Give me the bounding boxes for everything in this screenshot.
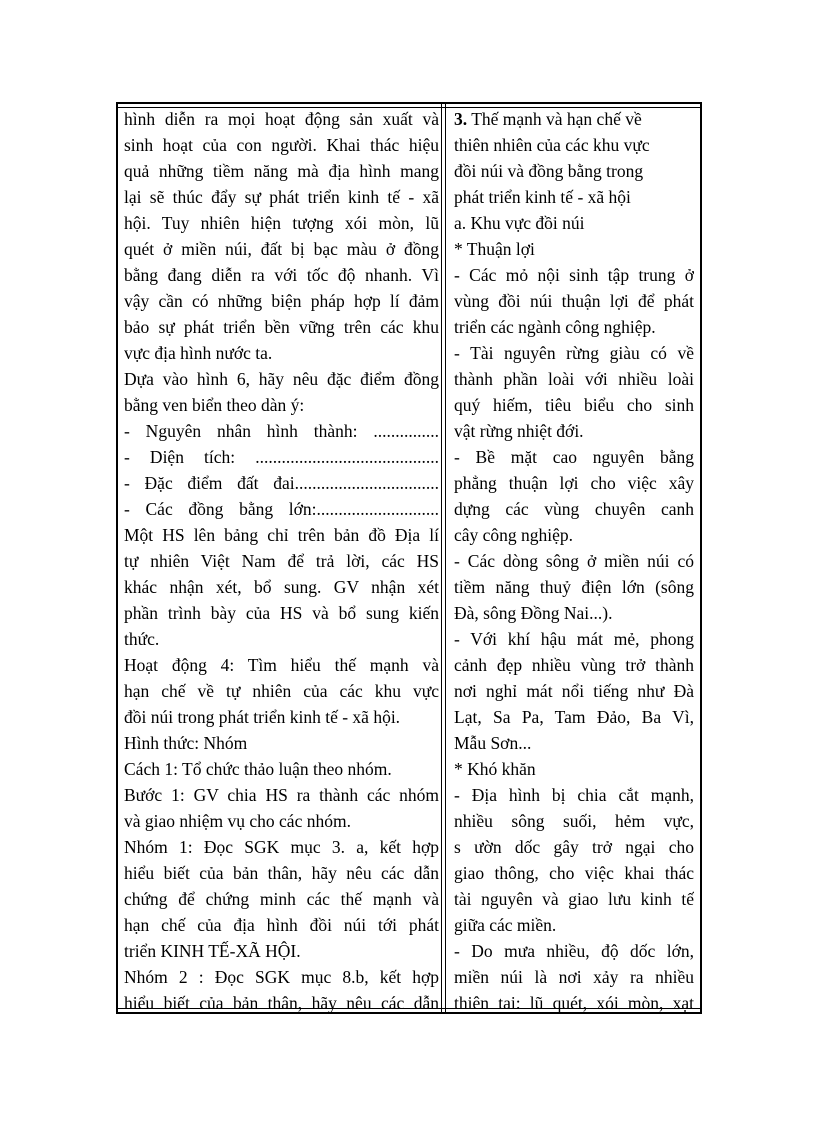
left-text-line-3: quả những tiềm năng mà địa hình mang xyxy=(124,161,439,181)
left-text-line-8: vậy cần có những biện pháp hợp lí đảm xyxy=(124,291,439,311)
left-text-line-19: khác nhận xét, bổ sung. GV nhận xét xyxy=(124,577,439,597)
section-heading-text: Thế mạnh và hạn chế về xyxy=(471,109,642,129)
lesson-table xyxy=(116,102,702,1014)
left-text-line-35: hiểu biết của bản thân, hãy nêu các dẫn xyxy=(124,993,439,1012)
right-text-line-4: vùng đồi núi thuận lợi để phát xyxy=(454,291,694,311)
right-text-line-21: Mẫu Sơn... xyxy=(454,733,532,753)
left-text-line-32: hạn chế của địa hình đồi núi tới phát xyxy=(124,915,439,935)
right-text-line-30: miền núi là nơi xảy ra nhiều xyxy=(454,967,694,987)
right-text-line-24: nhiều sông suối, hẻm vực, xyxy=(454,811,694,831)
section-heading-line-2: thiên nhiên của các khu vực xyxy=(454,135,650,155)
right-text-line-14: - Các dòng sông ở miền núi có xyxy=(454,551,694,571)
left-text-line-20: phần trình bày của HS và bổ sung kiến xyxy=(124,603,439,623)
left-text-line-22: Hoạt động 4: Tìm hiểu thế mạnh và xyxy=(124,655,439,675)
right-text-line-31: thiên tai: lũ quét, xói mòn, xạt xyxy=(454,993,694,1012)
right-text-line-10: - Bề mặt cao nguyên bằng xyxy=(454,447,694,467)
left-text-line-25: Hình thức: Nhóm xyxy=(124,733,248,753)
left-text-line-28: và giao nhiệm vụ cho các nhóm. xyxy=(124,811,351,831)
left-text-line-17: Một HS lên bảng chỉ trên bản đồ Địa lí xyxy=(124,525,439,545)
left-text-line-6: quét ở miền núi, đất bị bạc màu ở đồng xyxy=(124,239,439,259)
right-text-line-7: thành phần loài với nhiều loài xyxy=(454,369,694,389)
left-text-line-14: - Diện tích: .......................................... xyxy=(124,447,439,467)
left-text-line-34: Nhóm 2 : Đọc SGK mục 8.b, kết hợp xyxy=(124,967,439,987)
left-text-line-27: Bước 1: GV chia HS ra thành các nhóm xyxy=(124,785,439,805)
left-text-line-10: vực địa hình nước ta. xyxy=(124,343,273,363)
left-text-line-7: bằng đang diễn ra với tốc độ nhanh. Vì xyxy=(124,265,439,285)
right-text-line-27: tài nguyên và giao lưu kinh tế xyxy=(454,889,694,909)
left-text-line-9: bảo sự phát triển bền vững trên các khu xyxy=(124,317,439,337)
left-column xyxy=(118,104,446,1012)
left-text-line-4: lại sẽ thúc đẩy sự phát triển kinh tế - xã xyxy=(124,187,439,207)
right-text-line-12: dựng các vùng chuyên canh xyxy=(454,499,694,519)
right-text-line-29: - Do mưa nhiều, độ dốc lớn, xyxy=(454,941,694,961)
left-text-line-21: thức. xyxy=(124,629,160,649)
right-text-line-15: tiềm năng thuỷ điện lớn (sông xyxy=(454,577,694,597)
right-text-line-18: cảnh đẹp nhiều vùng trở thành xyxy=(454,655,694,675)
section-heading-line-1 xyxy=(454,106,694,132)
right-text-line-13: cây công nghiệp. xyxy=(454,525,574,545)
right-text-line-3: - Các mỏ nội sinh tập trung ở xyxy=(454,265,694,285)
right-text-line-22: * Khó khăn xyxy=(454,759,536,779)
section-heading-line-4: phát triển kinh tế - xã hội xyxy=(454,187,631,207)
right-text-line-23: - Địa hình bị chia cắt mạnh, xyxy=(454,785,694,805)
left-text-line-23: hạn chế về tự nhiên của các khu vực xyxy=(124,681,439,701)
right-text-line-19: nơi nghỉ mát nổi tiếng như Đà xyxy=(454,681,694,701)
left-text-line-2: sinh hoạt của con người. Khai thác hiệu xyxy=(124,135,439,155)
section-heading-line-3: đồi núi và đồng bằng trong xyxy=(454,161,644,181)
left-text-line-15: - Đặc điểm đất đai................................. xyxy=(124,473,439,493)
right-text-line-9: vật rừng nhiệt đới. xyxy=(454,421,584,441)
right-text-line-25: s ườn dốc gây trở ngại cho xyxy=(454,837,694,857)
right-column-body xyxy=(454,210,694,1012)
left-text-line-30: hiểu biết của bản thân, hãy nêu các dẫn xyxy=(124,863,439,883)
right-text-line-16: Đà, sông Đồng Nai...). xyxy=(454,603,613,623)
right-text-line-17: - Với khí hậu mát mẻ, phong xyxy=(454,629,694,649)
right-text-line-26: giao thông, cho việc khai thác xyxy=(454,863,694,883)
left-text-line-12: bằng ven biển theo dàn ý: xyxy=(124,395,305,415)
left-text-line-1: hình diễn ra mọi hoạt động sản xuất và xyxy=(124,109,439,129)
right-text-line-28: giữa các miền. xyxy=(454,915,557,935)
left-text-line-31: chứng để chứng minh các thế mạnh và xyxy=(124,889,439,909)
left-text-line-29: Nhóm 1: Đọc SGK mục 3. a, kết hợp xyxy=(124,837,439,857)
left-text-line-5: hội. Tuy nhiên hiện tượng xói mòn, lũ xyxy=(124,213,439,233)
left-text-line-11: Dựa vào hình 6, hãy nêu đặc điểm đồng xyxy=(124,369,439,389)
right-text-line-11: phẳng thuận lợi cho việc xây xyxy=(454,473,694,493)
right-text-line-2: * Thuận lợi xyxy=(454,239,535,259)
right-text-line-1: a. Khu vực đồi núi xyxy=(454,213,585,233)
right-column xyxy=(446,104,700,1012)
left-text-line-26: Cách 1: Tổ chức thảo luận theo nhóm. xyxy=(124,759,392,779)
right-text-line-6: - Tài nguyên rừng giàu có về xyxy=(454,343,694,363)
section-heading-number: 3. xyxy=(454,109,468,129)
left-text-line-16: - Các đồng bằng lớn:............................ xyxy=(124,499,439,519)
right-text-line-5: triển các ngành công nghiệp. xyxy=(454,317,656,337)
right-text-line-20: Lạt, Sa Pa, Tam Đảo, Ba Vì, xyxy=(454,707,694,727)
left-text-line-18: tự nhiên Việt Nam để trả lời, các HS xyxy=(124,551,439,571)
left-text-line-13: - Nguyên nhân hình thành: ............... xyxy=(124,421,439,441)
left-text-line-33: triển KINH TẾ-XÃ HỘI. xyxy=(124,941,301,961)
right-text-line-8: quý hiếm, tiêu biểu cho sinh xyxy=(454,395,694,415)
left-text-line-24: đồi núi trong phát triển kinh tế - xã hội. xyxy=(124,707,401,727)
